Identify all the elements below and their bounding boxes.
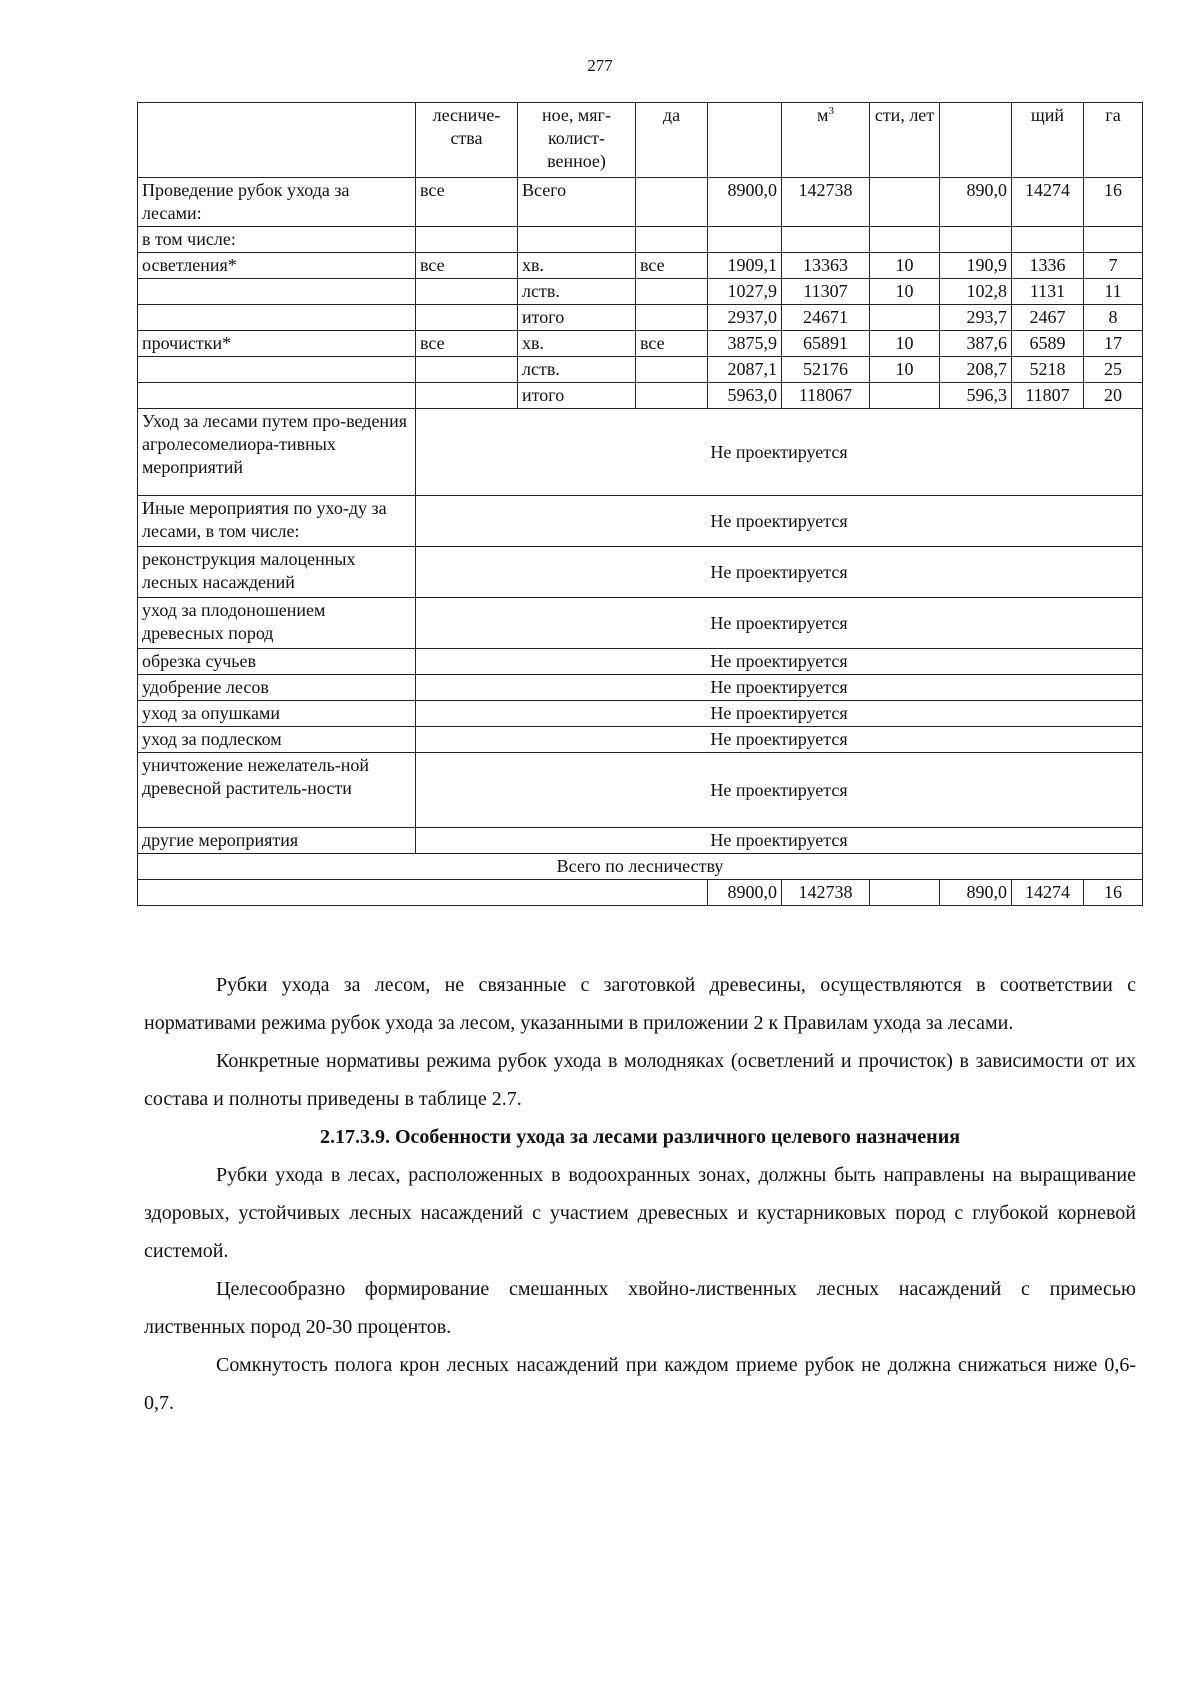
table-cell: 2087,1	[708, 357, 782, 383]
not-planned-cell: Не проектируется	[416, 547, 1143, 598]
header-cell: ное, мяг-колист-венное)	[518, 103, 636, 178]
activity-label: другие мероприятия	[138, 828, 416, 854]
total-cell	[870, 880, 940, 906]
table-header-row	[138, 103, 1143, 178]
table-row	[138, 331, 1143, 357]
table-cell: 6589	[1012, 331, 1084, 357]
table-cell	[636, 357, 708, 383]
header-cell	[782, 103, 870, 178]
table-cell: 17	[1084, 331, 1143, 357]
table-cell	[416, 357, 518, 383]
activity-label: уход за плодоношением древесных пород	[138, 598, 416, 649]
activity-label: Уход за лесами путем про-ведения агролесомелиора-тивных мероприятий	[138, 409, 416, 496]
table-cell: 890,0	[940, 178, 1012, 227]
activity-row	[138, 547, 1143, 598]
paragraph: Рубки ухода за лесом, не связанные с заготовкой древесины, осуществляются в соответствии с нормативами режима рубок ухода за лесом, указанными в приложении 2 к Правилам ухода за лесами.	[144, 974, 1136, 1034]
total-cell: 890,0	[940, 880, 1012, 906]
header-unit-sup: 3	[828, 105, 834, 117]
activity-label: обрезка сучьев	[138, 649, 416, 675]
table-cell: 10	[870, 253, 940, 279]
activity-label: реконструкция малоценных лесных насаждений	[138, 547, 416, 598]
table-cell: 10	[870, 331, 940, 357]
table-cell	[518, 227, 636, 253]
table-cell	[870, 227, 940, 253]
table-cell: 8900,0	[708, 178, 782, 227]
table-cell	[636, 383, 708, 409]
table-cell: все	[416, 253, 518, 279]
header-cell: сти, лет	[870, 103, 940, 178]
table-cell: все	[416, 331, 518, 357]
activity-row	[138, 496, 1143, 547]
not-planned-cell: Не проектируется	[416, 649, 1143, 675]
table-row	[138, 279, 1143, 305]
table-cell: 10	[870, 279, 940, 305]
table-cell: 1131	[1012, 279, 1084, 305]
row-label	[138, 305, 416, 331]
table-cell	[870, 305, 940, 331]
activity-row	[138, 727, 1143, 753]
table-cell	[940, 227, 1012, 253]
table-cell: все	[636, 331, 708, 357]
forest-care-table	[137, 102, 1143, 906]
table-cell: все	[636, 253, 708, 279]
table-cell: 11307	[782, 279, 870, 305]
header-cell: лесниче-ства	[416, 103, 518, 178]
row-label	[138, 383, 416, 409]
section-heading: 2.17.3.9. Особенности ухода за лесами различного целевого назначения	[319, 1126, 961, 1148]
not-planned-cell: Не проектируется	[416, 727, 1143, 753]
header-unit: м	[817, 105, 829, 125]
row-label: Проведение рубок ухода за лесами:	[138, 178, 416, 227]
table-cell: 596,3	[940, 383, 1012, 409]
table-cell: 5963,0	[708, 383, 782, 409]
activity-row	[138, 675, 1143, 701]
table-cell	[708, 227, 782, 253]
activity-row	[138, 701, 1143, 727]
table-cell: 13363	[782, 253, 870, 279]
header-cell: да	[636, 103, 708, 178]
header-cell: щий	[1012, 103, 1084, 178]
table-cell	[1012, 227, 1084, 253]
table-cell: 208,7	[940, 357, 1012, 383]
row-label	[138, 279, 416, 305]
total-label-row	[138, 854, 1143, 880]
table-cell	[416, 305, 518, 331]
row-label: осветления*	[138, 253, 416, 279]
not-planned-cell: Не проектируется	[416, 701, 1143, 727]
total-cell: 142738	[782, 880, 870, 906]
activity-row	[138, 598, 1143, 649]
table-cell: 2937,0	[708, 305, 782, 331]
table-cell: 2467	[1012, 305, 1084, 331]
body-text	[144, 966, 1136, 1422]
paragraph: Целесообразно формирование смешанных хвойно-лиственных лесных насаждений с примесью лиственных пород 20-30 процентов.	[144, 1278, 1136, 1338]
table-cell: 65891	[782, 331, 870, 357]
table-cell	[870, 178, 940, 227]
table-cell: хв.	[518, 331, 636, 357]
paragraph: Рубки ухода в лесах, расположенных в водоохранных зонах, должны быть направлены на выращивание здоровых, устойчивых лесных насаждений с участием древесных и кустарниковых пород с глубокой корневой системой.	[144, 1164, 1136, 1262]
table-cell: 24671	[782, 305, 870, 331]
table-cell: 8	[1084, 305, 1143, 331]
total-empty-cell	[138, 880, 708, 906]
table-cell: 142738	[782, 178, 870, 227]
not-planned-cell: Не проектируется	[416, 828, 1143, 854]
total-cell: 16	[1084, 880, 1143, 906]
activity-row	[138, 753, 1143, 828]
table-cell: 118067	[782, 383, 870, 409]
table-cell: 10	[870, 357, 940, 383]
activity-label: уход за опушками	[138, 701, 416, 727]
table-row	[138, 227, 1143, 253]
table-cell: 11	[1084, 279, 1143, 305]
not-planned-cell: Не проектируется	[416, 598, 1143, 649]
table-cell: 102,8	[940, 279, 1012, 305]
table-cell	[416, 383, 518, 409]
table-row	[138, 305, 1143, 331]
page-number: 277	[587, 56, 613, 75]
row-label	[138, 357, 416, 383]
not-planned-cell: Не проектируется	[416, 409, 1143, 496]
total-cell: 14274	[1012, 880, 1084, 906]
total-cell: 8900,0	[708, 880, 782, 906]
table-cell: итого	[518, 305, 636, 331]
row-label: в том числе:	[138, 227, 416, 253]
activity-row	[138, 649, 1143, 675]
header-cell	[940, 103, 1012, 178]
table-cell: итого	[518, 383, 636, 409]
table-cell: лств.	[518, 357, 636, 383]
not-planned-cell: Не проектируется	[416, 675, 1143, 701]
table-cell: хв.	[518, 253, 636, 279]
table-cell	[636, 279, 708, 305]
activity-row	[138, 409, 1143, 496]
table-cell: 1909,1	[708, 253, 782, 279]
table-cell: 190,9	[940, 253, 1012, 279]
total-row	[138, 880, 1143, 906]
table-row	[138, 178, 1143, 227]
total-label: Всего по лесничеству	[138, 854, 1143, 880]
table-row	[138, 253, 1143, 279]
activity-label: уничтожение нежелатель-ной древесной раститель-ности	[138, 753, 416, 828]
table-cell	[1084, 227, 1143, 253]
header-cell	[708, 103, 782, 178]
table-cell: 52176	[782, 357, 870, 383]
table-cell	[636, 227, 708, 253]
not-planned-cell: Не проектируется	[416, 753, 1143, 828]
table-cell: 1027,9	[708, 279, 782, 305]
table-cell	[636, 178, 708, 227]
table-cell: 11807	[1012, 383, 1084, 409]
header-cell	[138, 103, 416, 178]
table-cell: Всего	[518, 178, 636, 227]
table-cell: все	[416, 178, 518, 227]
table-row	[138, 357, 1143, 383]
table-cell: 5218	[1012, 357, 1084, 383]
table-cell: 293,7	[940, 305, 1012, 331]
not-planned-cell: Не проектируется	[416, 496, 1143, 547]
table-cell	[416, 279, 518, 305]
table-cell	[782, 227, 870, 253]
activity-label: уход за подлеском	[138, 727, 416, 753]
table-cell	[636, 305, 708, 331]
paragraph: Конкретные нормативы режима рубок ухода в молодняках (осветлений и прочисток) в зависимости от их состава и полноты приведены в таблице 2.7.	[144, 1050, 1136, 1110]
paragraph: Сомкнутость полога крон лесных насаждений при каждом приеме рубок не должна снижаться ниже 0,6-0,7.	[144, 1354, 1136, 1414]
table-cell: 25	[1084, 357, 1143, 383]
table-row	[138, 383, 1143, 409]
header-cell: га	[1084, 103, 1143, 178]
table-cell: 1336	[1012, 253, 1084, 279]
table-cell: 20	[1084, 383, 1143, 409]
activity-label: удобрение лесов	[138, 675, 416, 701]
activity-label: Иные мероприятия по ухо-ду за лесами, в том числе:	[138, 496, 416, 547]
table-cell: лств.	[518, 279, 636, 305]
table-cell: 3875,9	[708, 331, 782, 357]
table-cell	[416, 227, 518, 253]
table-cell: 16	[1084, 178, 1143, 227]
table-cell: 14274	[1012, 178, 1084, 227]
activity-row	[138, 828, 1143, 854]
row-label: прочистки*	[138, 331, 416, 357]
table-cell: 387,6	[940, 331, 1012, 357]
table-cell	[870, 383, 940, 409]
table-cell: 7	[1084, 253, 1143, 279]
